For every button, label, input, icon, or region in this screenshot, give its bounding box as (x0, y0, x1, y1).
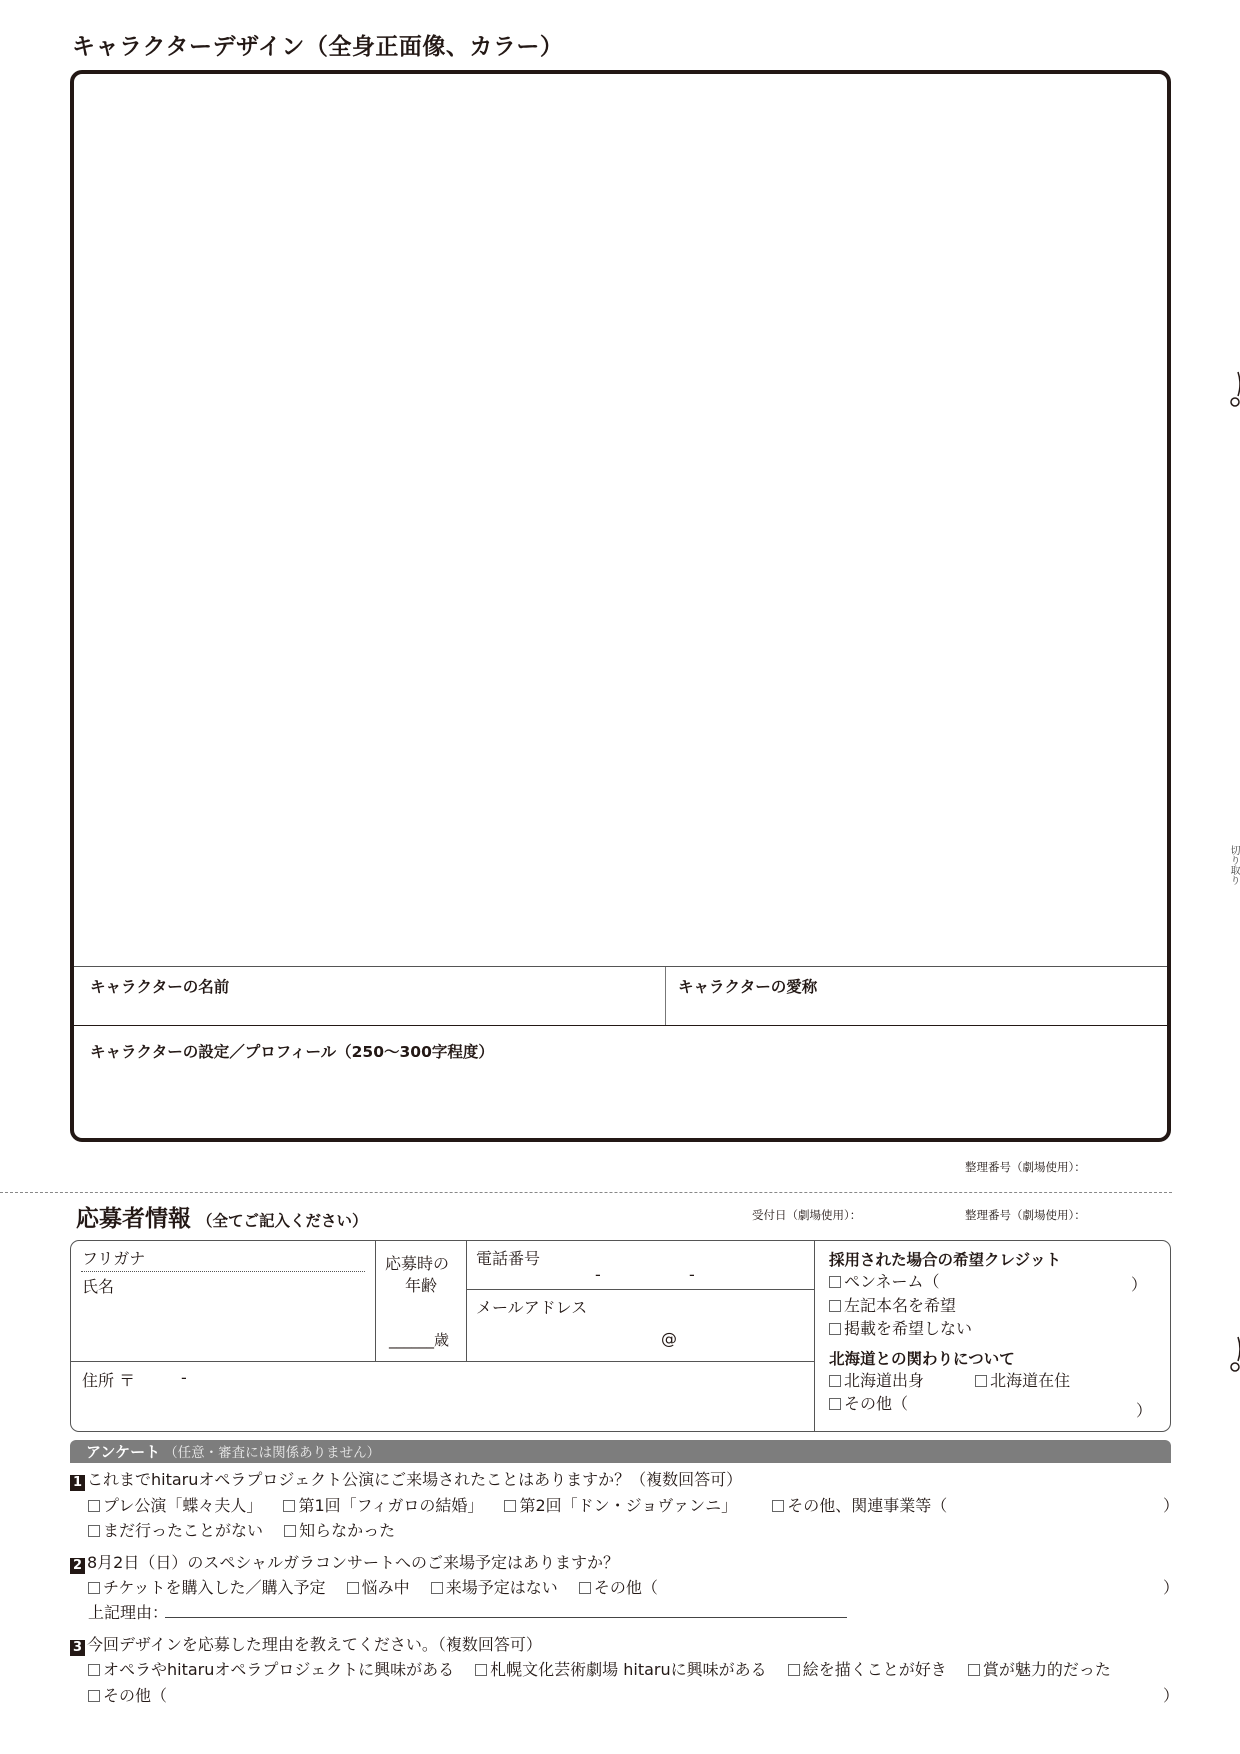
character-name-label: キャラクターの名前 (90, 978, 230, 996)
phone-label: 電話番号 (476, 1249, 541, 1268)
checkbox[interactable] (283, 1500, 295, 1512)
reference-number-label: 整理番号（劇場使用）： (965, 1208, 1086, 1222)
q2-option-other[interactable]: その他（ (579, 1578, 658, 1597)
design-frame (70, 70, 1171, 1142)
character-profile-label: キャラクターの設定／プロフィール（250〜300字程度） (90, 1043, 494, 1061)
q2-reason-field[interactable] (165, 1617, 847, 1618)
q1-option-other[interactable]: その他、関連事業等（ (772, 1496, 947, 1515)
q1-option[interactable]: まだ行ったことがない (88, 1521, 263, 1540)
checkbox[interactable] (829, 1300, 841, 1312)
hokkaido-option-other[interactable]: その他（ (829, 1392, 1070, 1416)
phone-separator: - (689, 1265, 695, 1284)
checkbox[interactable] (88, 1582, 100, 1594)
checkbox[interactable] (829, 1323, 841, 1335)
q2-other-close-paren: ） (1163, 1578, 1180, 1597)
q1-option[interactable]: 知らなかった (284, 1521, 395, 1540)
name-row (74, 966, 1167, 1026)
design-section-title: キャラクターデザイン（全身正面像、カラー） (72, 34, 564, 60)
checkbox[interactable] (579, 1582, 591, 1594)
address-field[interactable] (76, 1391, 809, 1427)
question-1-options-row2 (88, 1518, 411, 1541)
checkbox[interactable] (431, 1582, 443, 1594)
character-name-field[interactable] (74, 967, 666, 1025)
checkbox[interactable] (475, 1664, 487, 1676)
survey-subtitle: （任意・審査には関係ありません） (164, 1445, 381, 1461)
hokkaido-other-close-paren: ） (1136, 1401, 1153, 1420)
applicant-subtitle: （全てご記入ください） (197, 1212, 368, 1230)
hokkaido-options-row (829, 1369, 1070, 1393)
q1-option[interactable]: プレ公演「蝶々夫人」 (88, 1496, 262, 1515)
question-number-badge: 2 (70, 1558, 85, 1574)
checkbox[interactable] (829, 1398, 841, 1410)
q2-option[interactable]: チケットを購入した／購入予定 (88, 1578, 326, 1597)
checkbox[interactable] (772, 1500, 784, 1512)
postal-separator: - (181, 1368, 187, 1387)
character-nickname-label: キャラクターの愛称 (678, 978, 818, 996)
checkbox[interactable] (88, 1500, 100, 1512)
q1-option[interactable]: 第2回「ドン・ジョヴァンニ」 (504, 1496, 737, 1515)
scissors-icon (1226, 370, 1240, 414)
q2-option[interactable]: 来場予定はない (431, 1578, 558, 1597)
phone-field[interactable] (471, 1265, 809, 1287)
checkbox[interactable] (347, 1582, 359, 1594)
question-number-badge: 3 (70, 1640, 85, 1656)
hokkaido-option-resident[interactable]: 北海道在住 (975, 1371, 1070, 1390)
credit-heading: 採用された場合の希望クレジット (829, 1251, 1062, 1269)
checkbox[interactable] (284, 1525, 296, 1537)
email-at-sign: @ (661, 1329, 677, 1348)
applicant-table (70, 1240, 1171, 1432)
q2-option[interactable]: 悩み中 (347, 1578, 410, 1597)
name-field[interactable] (76, 1271, 370, 1357)
drawing-area[interactable] (74, 74, 1167, 966)
q3-option-other[interactable]: その他（ (88, 1686, 167, 1705)
question-number-badge: 1 (70, 1475, 85, 1491)
applicant-title: 応募者情報 (76, 1206, 191, 1232)
checkbox[interactable] (975, 1375, 987, 1387)
checkbox[interactable] (88, 1664, 100, 1676)
question-2 (70, 1550, 619, 1574)
checkbox[interactable] (88, 1690, 100, 1702)
question-3-text: 今回デザインを応募した理由を教えてください。（複数回答可） (87, 1635, 542, 1654)
q1-other-close-paren: ） (1163, 1496, 1180, 1515)
checkbox[interactable] (504, 1500, 516, 1512)
cut-here-vertical-text: 切り取り (1228, 845, 1239, 885)
phone-separator: - (595, 1265, 601, 1284)
furigana-label: フリガナ (82, 1249, 146, 1268)
age-label-line1: 応募時の (385, 1254, 450, 1273)
question-3-options-row2 (88, 1683, 183, 1706)
survey-header (70, 1440, 1171, 1463)
checkbox[interactable] (88, 1525, 100, 1537)
q3-option[interactable]: 札幌文化芸術劇場 hitaruに興味がある (475, 1660, 766, 1679)
credit-option-pen-name[interactable]: ペンネーム（ (829, 1270, 1070, 1294)
hokkaido-option-born[interactable]: 北海道出身 (829, 1371, 924, 1390)
question-3-options-row1 (88, 1657, 1127, 1680)
q1-option[interactable]: 第1回「フィガロの結婚」 (283, 1496, 483, 1515)
question-2-options (88, 1575, 674, 1598)
received-date-label: 受付日（劇場使用）： (752, 1208, 862, 1222)
email-field[interactable] (471, 1321, 809, 1357)
checkbox[interactable] (968, 1664, 980, 1676)
q2-reason-label: 上記理由： (88, 1603, 169, 1622)
q3-option[interactable]: オペラやhitaruオペラプロジェクトに興味がある (88, 1660, 454, 1679)
question-1 (70, 1467, 742, 1491)
checkbox[interactable] (788, 1664, 800, 1676)
age-field[interactable]: ______歳 (389, 1331, 450, 1349)
question-2-text: 8月2日（日）のスペシャルガラコンサートへのご来場予定はありますか？ (87, 1553, 620, 1572)
q3-option[interactable]: 絵を描くことが好き (788, 1660, 947, 1679)
hokkaido-heading: 北海道との関わりについて (829, 1349, 1015, 1368)
pen-name-close-paren: ） (1131, 1275, 1148, 1294)
checkbox[interactable] (829, 1375, 841, 1387)
address-label: 住所 〒 (82, 1371, 136, 1390)
credit-option-real-name[interactable]: 左記本名を希望 (829, 1294, 1070, 1318)
reference-number-label-top: 整理番号（劇場使用）： (965, 1160, 1086, 1174)
survey-title: アンケート (86, 1443, 161, 1461)
name-label: 氏名 (82, 1277, 115, 1296)
age-label-line2: 年齢 (405, 1276, 438, 1295)
checkbox[interactable] (829, 1276, 841, 1288)
cut-line (0, 1192, 1172, 1193)
email-label: メールアドレス (476, 1298, 588, 1317)
credit-preference-group (829, 1248, 1070, 1416)
q3-other-close-paren: ） (1163, 1686, 1180, 1705)
credit-option-no-credit[interactable]: 掲載を希望しない (829, 1317, 1070, 1341)
question-3 (70, 1632, 542, 1656)
question-1-text: これまでhitaruオペラプロジェクト公演にご来場されたことはありますか？（複数回答可） (87, 1470, 743, 1489)
question-1-options-row1 (88, 1493, 963, 1516)
applicant-section-title (76, 1200, 368, 1233)
q3-option[interactable]: 賞が魅力的だった (968, 1660, 1111, 1679)
character-nickname-field[interactable] (666, 967, 1167, 1025)
scissors-icon (1226, 1335, 1240, 1379)
character-profile-field[interactable] (74, 1026, 1167, 1138)
